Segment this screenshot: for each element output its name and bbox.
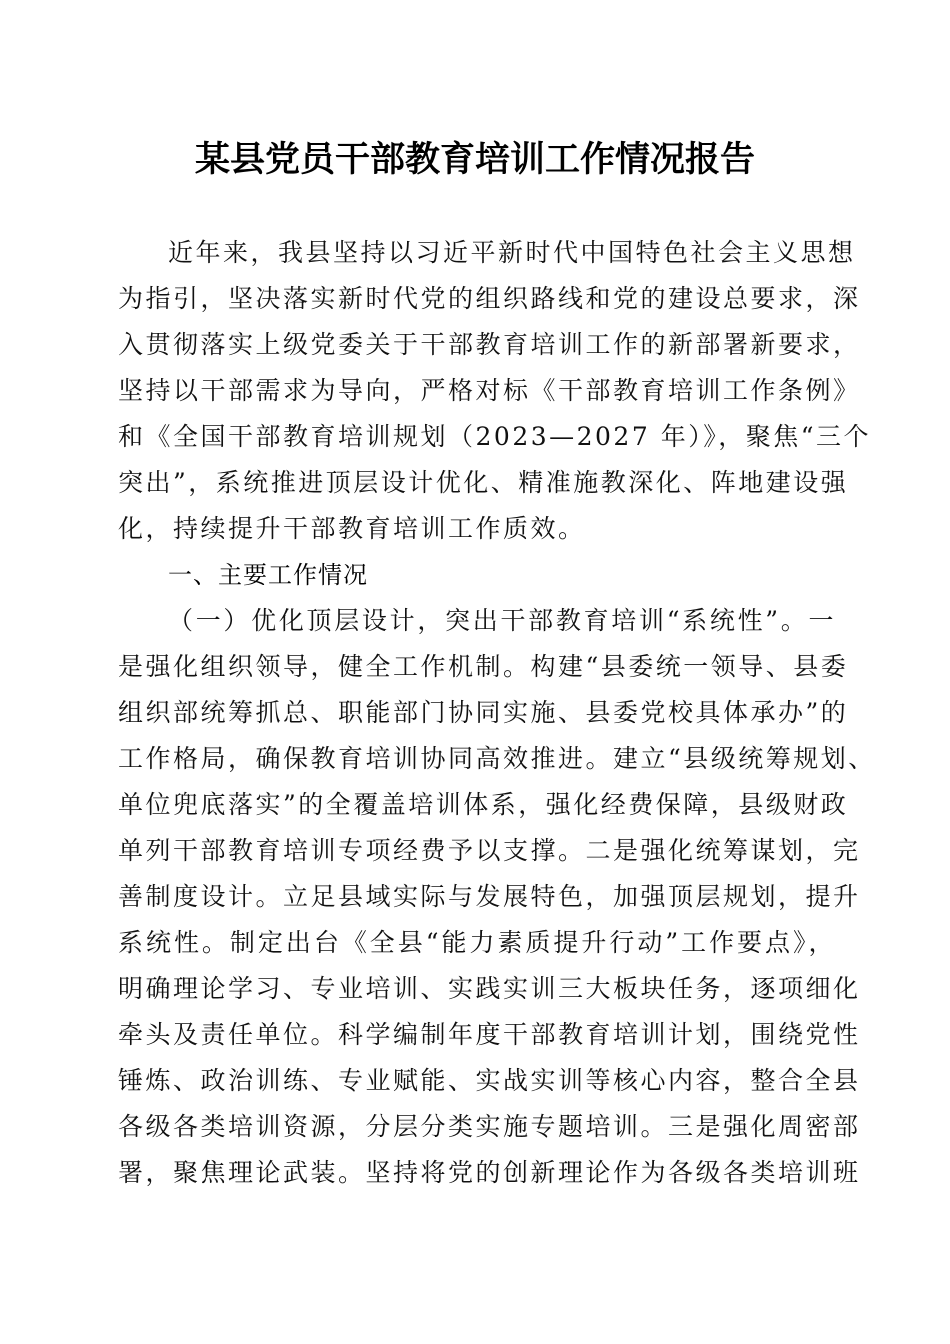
paragraph-line: 突出”，系统推进顶层设计优化、精准施教深化、阵地建设强 bbox=[118, 468, 849, 497]
paragraph-line: 单列干部教育培训专项经费予以支撑。二是强化统筹谋划，完 bbox=[118, 836, 861, 865]
section-paragraph bbox=[118, 598, 876, 1196]
paragraph-line: 和《全国干部教育培训规划（2023—2027 年）》，聚焦“三个 bbox=[118, 422, 871, 451]
paragraph-line: 善制度设计。立足县域实际与发展特色，加强顶层规划，提升 bbox=[118, 882, 861, 911]
paragraph-line: 是强化组织领导，健全工作机制。构建“县委统一领导、县委 bbox=[118, 652, 849, 681]
document-title: 某县党员干部教育培训工作情况报告 bbox=[194, 139, 755, 180]
paragraph-line: 牵头及责任单位。科学编制年度干部教育培训计划，围绕党性 bbox=[118, 1020, 861, 1049]
paragraph-line: 明确理论学习、专业培训、实践实训三大板块任务，逐项细化 bbox=[118, 974, 861, 1003]
paragraph-line: 为指引，坚决落实新时代党的组织路线和党的建设总要求，深 bbox=[118, 284, 861, 313]
intro-paragraph bbox=[118, 230, 871, 552]
paragraph-line: 坚持以干部需求为导向，严格对标《干部教育培训工作条例》 bbox=[118, 376, 861, 405]
paragraph-line: 各级各类培训资源，分层分类实施专题培训。三是强化周密部 bbox=[118, 1112, 861, 1141]
paragraph-line: 单位兜底落实”的全覆盖培训体系，强化经费保障，县级财政 bbox=[118, 790, 849, 819]
document-body bbox=[118, 230, 876, 1196]
paragraph-line: 近年来，我县坚持以习近平新时代中国特色社会主义思想 bbox=[168, 238, 856, 267]
paragraph-line: 组织部统筹抓总、职能部门协同实施、县委党校具体承办”的 bbox=[118, 698, 849, 727]
paragraph-line: 工作格局，确保教育培训协同高效推进。建立“县级统筹规划、 bbox=[118, 744, 876, 773]
paragraph-line: （一）优化顶层设计，突出干部教育培训“系统性”。一 bbox=[168, 606, 836, 635]
section-heading: 一、主要工作情况 bbox=[168, 561, 368, 589]
paragraph-line: 入贯彻落实上级党委关于干部教育培训工作的新部署新要求， bbox=[118, 330, 861, 359]
paragraph-line: 署，聚焦理论武装。坚持将党的创新理论作为各级各类培训班 bbox=[118, 1158, 861, 1187]
paragraph-line: 锤炼、政治训练、专业赋能、实战实训等核心内容，整合全县 bbox=[118, 1066, 861, 1095]
paragraph-line: 化，持续提升干部教育培训工作质效。 bbox=[118, 514, 586, 543]
paragraph-line: 系统性。制定出台《全县“能力素质提升行动”工作要点》， bbox=[118, 928, 836, 957]
